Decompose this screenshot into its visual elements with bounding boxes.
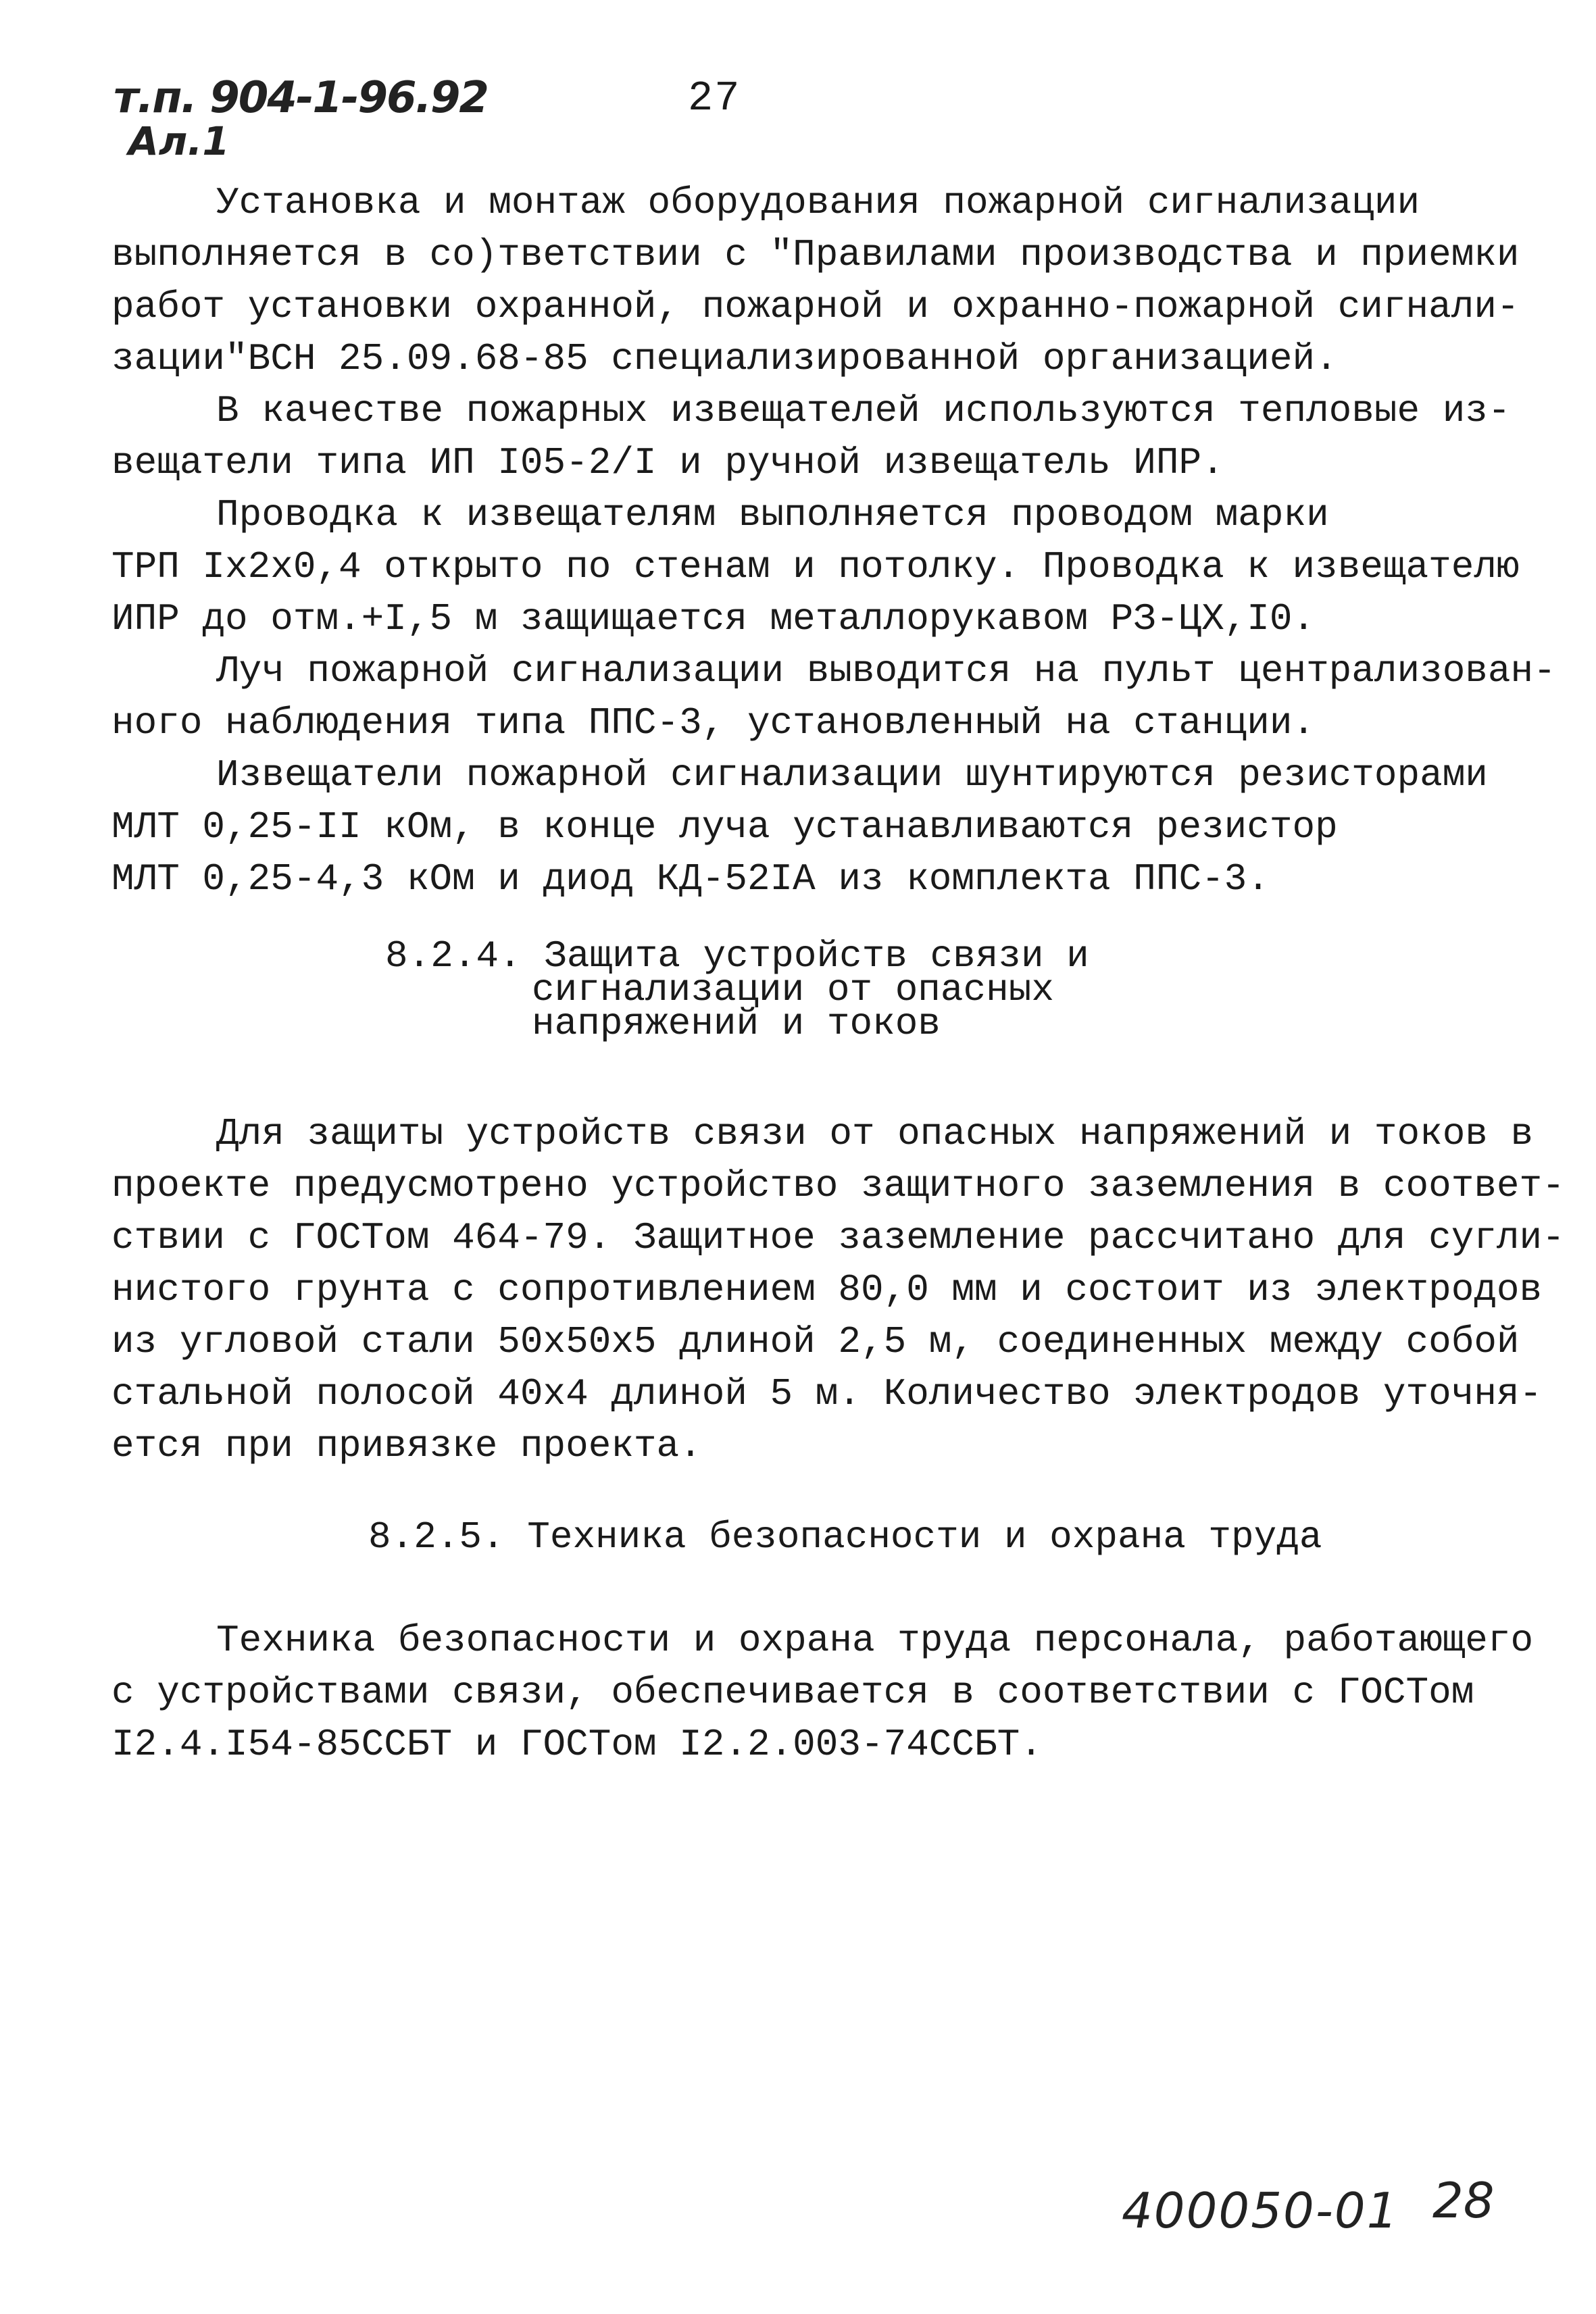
safety-section <box>111 1615 1534 1771</box>
stamp-page-number: 28 <box>1432 2172 1495 2229</box>
text-line: нистого грунта с сопротивлением 80,0 мм и состоит из электродов <box>111 1268 1543 1311</box>
text-line: В качестве пожарных извещателей используются тепловые из- <box>216 389 1511 432</box>
section-heading-8-2-4 <box>385 934 1089 1045</box>
text-line: Извещатели пожарной сигнализации шунтируются резисторами <box>216 753 1488 797</box>
text-line: вещатели типа ИП I05-2/I и ручной извещатель ИПР. <box>111 441 1224 484</box>
section-heading-8-2-5: 8.2.5. Техника безопасности и охрана труда <box>368 1515 1322 1559</box>
text-line: работ установки охранной, пожарной и охранно-пожарной сигнали- <box>111 285 1520 328</box>
fire-alarm-section <box>111 177 1556 905</box>
text-line: ствии с ГОСТом 464-79. Защитное заземление рассчитано для сугли- <box>111 1216 1565 1259</box>
page-number: 27 <box>688 74 741 122</box>
text-line: зации"ВСН 25.09.68-85 специализированной организацией. <box>111 337 1338 380</box>
text-line: Для защиты устройств связи от опасных напряжений и токов в <box>216 1112 1534 1155</box>
document-code: т.п. 904-1-96.92 <box>114 73 488 123</box>
heading-line: 8.2.4. Защита устройств связи и <box>385 934 1089 978</box>
text-line: стальной полосой 40х4 длиной 5 м. Количество электродов уточня- <box>111 1372 1543 1415</box>
text-line: ИПР до отм.+I,5 м защищается металлорукавом РЗ-ЦХ,I0. <box>111 597 1316 640</box>
text-line: проекте предусмотрено устройство защитного заземления в соответ- <box>111 1164 1565 1207</box>
text-line: ется при привязке проекта. <box>111 1424 702 1467</box>
text-line: ТРП Iх2х0,4 открыто по стенам и потолку. Проводка к извещателю <box>111 545 1520 588</box>
text-line: Луч пожарной сигнализации выводится на пульт централизован- <box>216 649 1556 693</box>
text-line: МЛТ 0,25-II кОм, в конце луча устанавливаются резистор <box>111 805 1338 849</box>
text-line: Установка и монтаж оборудования пожарной сигнализации <box>216 181 1420 224</box>
text-line: Проводка к извещателям выполняется проводом марки <box>216 493 1329 536</box>
sheet-label: Ал.1 <box>128 118 230 164</box>
text-line: I2.4.I54-85ССБТ и ГОСТом I2.2.003-74ССБТ. <box>111 1723 1043 1766</box>
text-line: из угловой стали 50х50х5 длиной 2,5 м, соединенных между собой <box>111 1320 1520 1363</box>
heading-line: напряжений и токов <box>532 1002 941 1045</box>
protection-section <box>111 1108 1565 1472</box>
text-line: с устройствами связи, обеспечивается в соответствии с ГОСТом <box>111 1671 1474 1714</box>
heading-line: сигнализации от опасных <box>532 968 1054 1011</box>
text-line: Техника безопасности и охрана труда персонала, работающего <box>216 1619 1534 1662</box>
text-line: выполняется в со)тветствии с "Правилами производства и приемки <box>111 233 1520 276</box>
text-line: МЛТ 0,25-4,3 кОм и диод КД-52IА из комплекта ППС-3. <box>111 857 1270 901</box>
stamp-code: 400050-01 <box>1122 2182 1399 2239</box>
text-line: ного наблюдения типа ППС-3, установленный на станции. <box>111 701 1316 745</box>
